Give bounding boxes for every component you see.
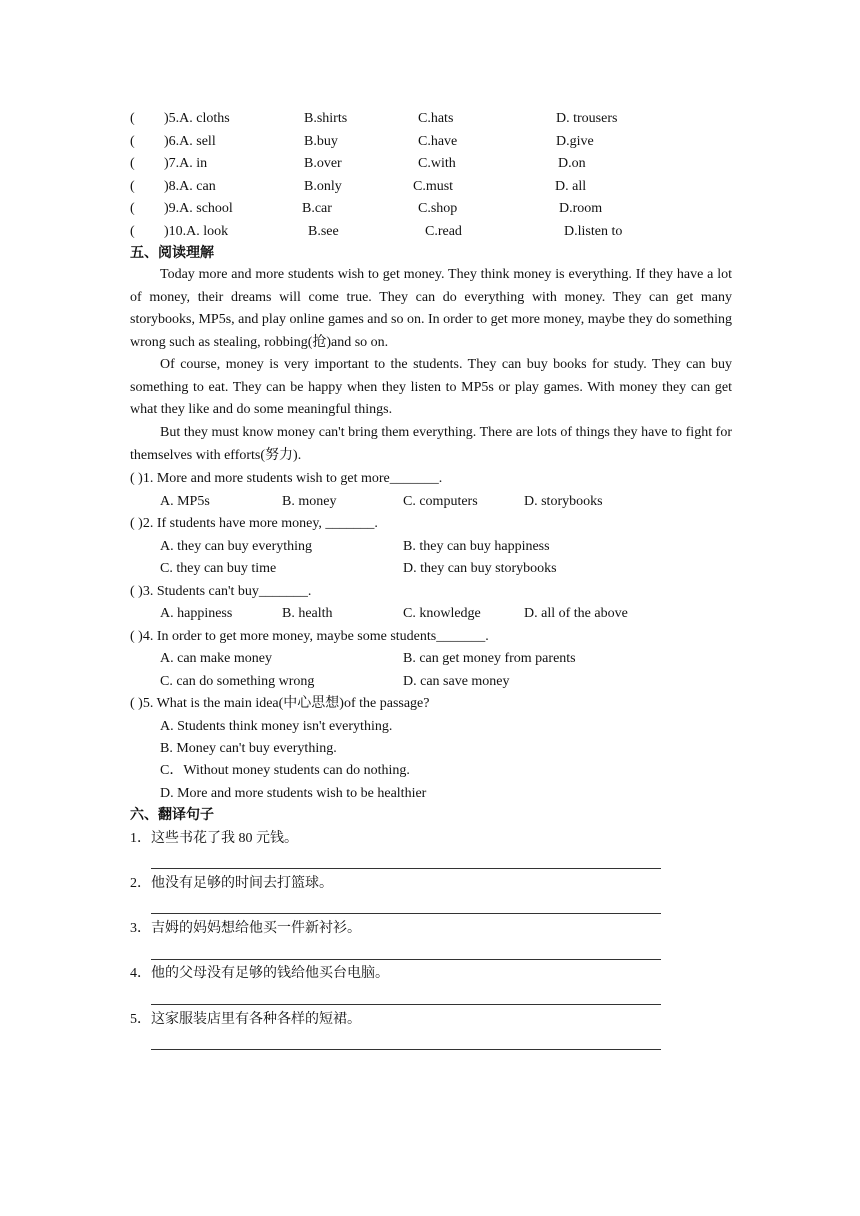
answer-line[interactable] bbox=[151, 1049, 661, 1050]
translation-prompt: 4．他的父母没有足够的钱给他买台电脑。 bbox=[130, 966, 389, 981]
option-c: C. they can buy time bbox=[160, 561, 277, 576]
option-c: C.read bbox=[425, 224, 462, 239]
option-b: B.over bbox=[304, 156, 342, 171]
option-b: B. can get money from parents bbox=[403, 651, 576, 666]
option-d: D. trousers bbox=[556, 111, 618, 126]
answer-line[interactable] bbox=[151, 959, 661, 960]
option-d: D. they can buy storybooks bbox=[403, 561, 557, 576]
option-d: D. storybooks bbox=[524, 494, 603, 509]
option-d: D. all of the above bbox=[524, 606, 628, 621]
answer-paren[interactable]: ( bbox=[130, 156, 135, 171]
option-c: C.hats bbox=[418, 111, 454, 126]
option-d: D. More and more students wish to be healthier bbox=[160, 786, 427, 801]
reading-heading: 五、阅读理解 bbox=[130, 246, 214, 261]
option-c: C．Without money students can do nothing. bbox=[160, 763, 410, 778]
option-a: A. can make money bbox=[160, 651, 272, 666]
option-a: A. happiness bbox=[160, 606, 233, 621]
option-a: )6.A. sell bbox=[164, 134, 216, 149]
question-stem: ( )1. More and more students wish to get more_______. bbox=[130, 471, 443, 486]
translation-prompt: 1．这些书花了我 80 元钱。 bbox=[130, 831, 298, 846]
answer-paren[interactable]: ( bbox=[130, 201, 135, 216]
option-a: A. MP5s bbox=[160, 494, 210, 509]
question-stem: ( )2. If students have more money, _______. bbox=[130, 516, 378, 531]
option-d: D. all bbox=[555, 179, 587, 194]
option-d: D. can save money bbox=[403, 674, 510, 689]
option-a: )9.A. school bbox=[164, 201, 233, 216]
answer-paren[interactable]: ( bbox=[130, 111, 135, 126]
answer-paren[interactable]: ( bbox=[130, 179, 135, 194]
translation-prompt: 2．他没有足够的时间去打篮球。 bbox=[130, 876, 333, 891]
question-stem: ( )5. What is the main idea(中心思想)of the passage? bbox=[130, 696, 430, 711]
option-a: )5.A. cloths bbox=[164, 111, 230, 126]
passage-paragraph-2: Of course, money is very important to the students. They can buy books for study. They can buy something to eat. They can be happy when they listen to MP5s or play games. With money they can get what they like and do some meaningful things. bbox=[130, 357, 732, 417]
option-b: B. Money can't buy everything. bbox=[160, 741, 337, 756]
answer-line[interactable] bbox=[151, 1004, 661, 1005]
option-a: A. they can buy everything bbox=[160, 539, 313, 554]
option-d: D.room bbox=[559, 201, 603, 216]
option-a: )10.A. look bbox=[164, 224, 229, 239]
answer-line[interactable] bbox=[151, 913, 661, 914]
option-b: B. money bbox=[282, 494, 337, 509]
passage-paragraph-1: Today more and more students wish to get money. They think money is everything. If they have a lot of money, their dreams will come true. They can do everything with money. They can get many storybooks, MP5s, and play online games and so on. In order to get more money, maybe they do something wrong such as stealing, robbing(抢)and so on. bbox=[130, 267, 732, 350]
option-d: D.on bbox=[558, 156, 586, 171]
question-stem: ( )4. In order to get more money, maybe some students_______. bbox=[130, 629, 489, 644]
option-a: )7.A. in bbox=[164, 156, 208, 171]
option-a: A. Students think money isn't everything. bbox=[160, 719, 393, 734]
option-a: )8.A. can bbox=[164, 179, 216, 194]
translation-prompt: 3．吉姆的妈妈想给他买一件新衬衫。 bbox=[130, 921, 361, 936]
option-c: C. knowledge bbox=[403, 606, 481, 621]
option-b: B.shirts bbox=[304, 111, 348, 126]
option-b: B.see bbox=[308, 224, 339, 239]
option-d: D.listen to bbox=[564, 224, 623, 239]
option-c: C.have bbox=[418, 134, 458, 149]
option-c: C.must bbox=[413, 179, 454, 194]
passage-paragraph-3: But they must know money can't bring them everything. There are lots of things they have to fight for themselves with efforts(努力). bbox=[130, 425, 732, 463]
option-b: B.car bbox=[302, 201, 332, 216]
option-c: C. computers bbox=[403, 494, 478, 509]
option-b: B. health bbox=[282, 606, 333, 621]
option-b: B.only bbox=[304, 179, 342, 194]
option-c: C.with bbox=[418, 156, 456, 171]
answer-line[interactable] bbox=[151, 868, 661, 869]
translation-prompt: 5．这家服装店里有各种各样的短裙。 bbox=[130, 1012, 361, 1027]
translation-heading: 六、翻译句子 bbox=[130, 808, 214, 823]
option-b: B.buy bbox=[304, 134, 338, 149]
option-d: D.give bbox=[556, 134, 594, 149]
answer-paren[interactable]: ( bbox=[130, 224, 135, 239]
option-c: C. can do something wrong bbox=[160, 674, 315, 689]
option-c: C.shop bbox=[418, 201, 458, 216]
question-stem: ( )3. Students can't buy_______. bbox=[130, 584, 312, 599]
answer-paren[interactable]: ( bbox=[130, 134, 135, 149]
option-b: B. they can buy happiness bbox=[403, 539, 550, 554]
